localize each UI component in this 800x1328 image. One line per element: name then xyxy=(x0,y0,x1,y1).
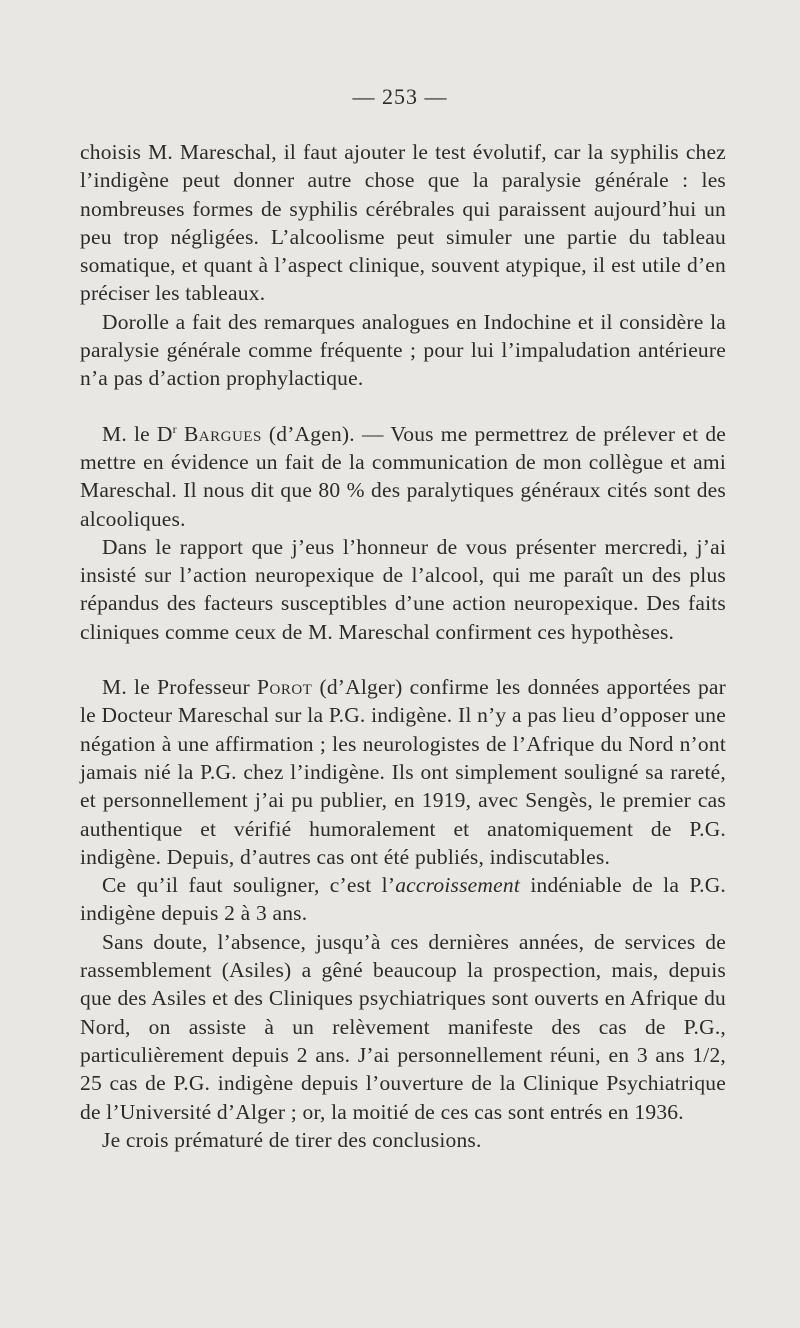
paragraph-1: choisis M. Mareschal, il faut ajouter le test évolutif, car la syphilis chez l’indigène peut donner autre chose que la paralysie générale : les nombreuses formes de syphilis cérébrales qui paraissent aujourd’hui un peu trop négligées. L’alcoolisme peut simuler une partie du tableau somatique, et quant à l’aspect clinique, souvent atypique, il est utile d’en préciser les tableaux. xyxy=(80,140,726,306)
paragraph-2: Dorolle a fait des remarques analogues en Indochine et il considère la paralysie générale comme fréquente ; pour lui l’impaludation antérieure n’a pas d’action prophylactique. xyxy=(80,309,726,391)
speaker-affiliation: (d’Alger) xyxy=(319,675,403,700)
paragraph-3-text: — Vous me permettrez de prélever et de mettre en évidence un fait de la communication de mon collègue et ami Mareschal. Il nous dit que 80 % des paralytiques généraux cités sont des alcooliques. xyxy=(80,421,727,531)
speaker-name: Porot xyxy=(257,675,313,700)
speaker-prefix: M. le D xyxy=(102,421,173,446)
paragraph-8: Je crois prématuré de tirer des conclusions. xyxy=(102,1127,482,1152)
paragraph-3 xyxy=(80,420,726,533)
paragraph-6 xyxy=(80,871,726,928)
speaker-prefix: M. le Professeur xyxy=(102,675,250,700)
body-text xyxy=(80,138,726,1154)
paragraph-6-text-before: Ce qu’il faut souligner, c’est l’ xyxy=(102,873,396,898)
speaker-affiliation: (d’Agen). xyxy=(268,421,355,446)
paragraph-4: Dans le rapport que j’eus l’honneur de vous présenter mercredi, j’ai insisté sur l’action neuropexique de l’alcool, qui me paraît un des plus répandus des facteurs susceptibles d’une action neuropexique. Des faits cliniques comme ceux de M. Mareschal confirment ces hypothèses. xyxy=(80,534,726,644)
emphasis-text: accroissement xyxy=(395,873,521,898)
speaker-name: Bargues xyxy=(183,421,262,446)
speaker-title-sup: r xyxy=(172,421,177,436)
paragraph-5-text: confirme les données apportées par le Docteur Mareschal sur la P.G. indigène. Il n’y a pas lieu d’opposer une négation à une affirmation ; les neurologistes de l’Afrique du Nord n’ont jamais nié la P.G. chez l’indigène. Ils ont simplement souligné sa rareté, et personnellement j’ai pu publier, en 1919, avec Sengès, le premier cas authentique et vérifié humoralement et anatomiquement de P.G. indigène. Depuis, d’autres cas ont été publiés, indiscutables. xyxy=(80,675,726,869)
page-number: — 253 — xyxy=(352,84,448,109)
paragraph-5 xyxy=(80,673,726,871)
paragraph-6-text-after: indéniable de la P.G. indigène depuis 2 à 3 ans. xyxy=(80,873,727,926)
paragraph-7: Sans doute, l’absence, jusqu’à ces dernières années, de services de rassemblement (Asiles) a gêné beaucoup la prospection, mais, depuis que des Asiles et des Cliniques psychiatriques sont ouverts en Afrique du Nord, on assiste à un relèvement manifeste des cas de P.G., particulièrement depuis 2 ans. J’ai personnellement réuni, en 3 ans 1/2, 25 cas de P.G. indigène depuis l’ouverture de la Clinique Psychiatrique de l’Université d’Alger ; or, la moitié de ces cas sont entrés en 1936. xyxy=(80,929,726,1124)
